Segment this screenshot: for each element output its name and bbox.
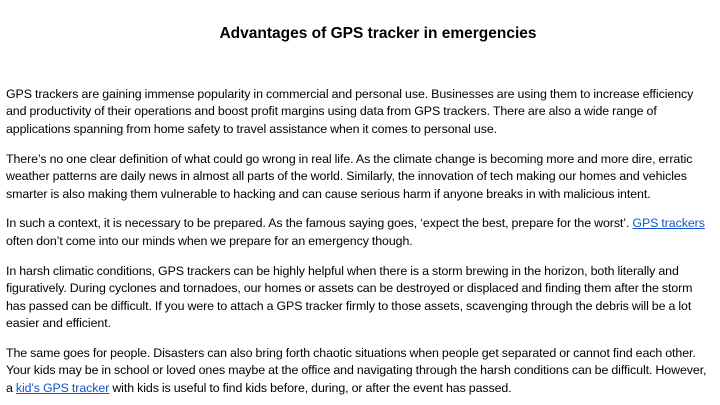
paragraph-intro: GPS trackers are gaining immense popularity in commercial and personal use. Businesses are using them to increase efficiency and productivity of their operations and boost profit margins using data from GPS trackers. There are also a wide range of applications spanning from home safety to travel assistance when it comes to personal use. <box>6 87 694 136</box>
article-body <box>6 86 714 405</box>
paragraph-people <box>6 345 714 397</box>
paragraph-people-text-start: The same goes for people. Disasters can also bring forth chaotic situations when people get separated or cannot find each other. Your kids may be in school or loved ones maybe at the office and navigating through the harsh conditions can be difficult. However, a <box>6 345 707 395</box>
paragraph-preparedness-text-start: In such a context, it is necessary to be prepared. As the famous saying goes, ‘expect the best, prepare for the worst’. <box>6 216 633 231</box>
paragraph-climate: In harsh climatic conditions, GPS trackers can be highly helpful when there is a storm brewing in the horizon, both literally and figuratively. During cyclones and tornadoes, our homes or assets can be destroyed or displaced and finding them after the storm has passed can be difficult. If you were to attach a GPS tracker firmly to those assets, scavenging through the debris will be a lot easier and efficient. <box>6 263 693 330</box>
paragraph-people-text-end: with kids is useful to find kids before, during, or after the event has passed. <box>109 380 512 395</box>
kids-gps-tracker-link[interactable]: kid's GPS tracker <box>15 380 110 395</box>
paragraph-preparedness-text-end: often don’t come into our minds when we prepare for an emergency though. <box>6 233 413 248</box>
gps-trackers-link[interactable]: GPS trackers <box>632 216 705 231</box>
paragraph-preparedness <box>6 215 714 250</box>
page-title: Advantages of GPS tracker in emergencies <box>219 25 537 42</box>
paragraph-risks: There’s no one clear definition of what could go wrong in real life. As the climate change is becoming more and more dire, erratic weather patterns are daily news in almost all parts of the world. Similarly, the innovation of tech making our homes and vehicles smarter is also making them vulnerable to hacking and can cause serious harm if anyone breaks in with malicious intent. <box>6 151 693 201</box>
